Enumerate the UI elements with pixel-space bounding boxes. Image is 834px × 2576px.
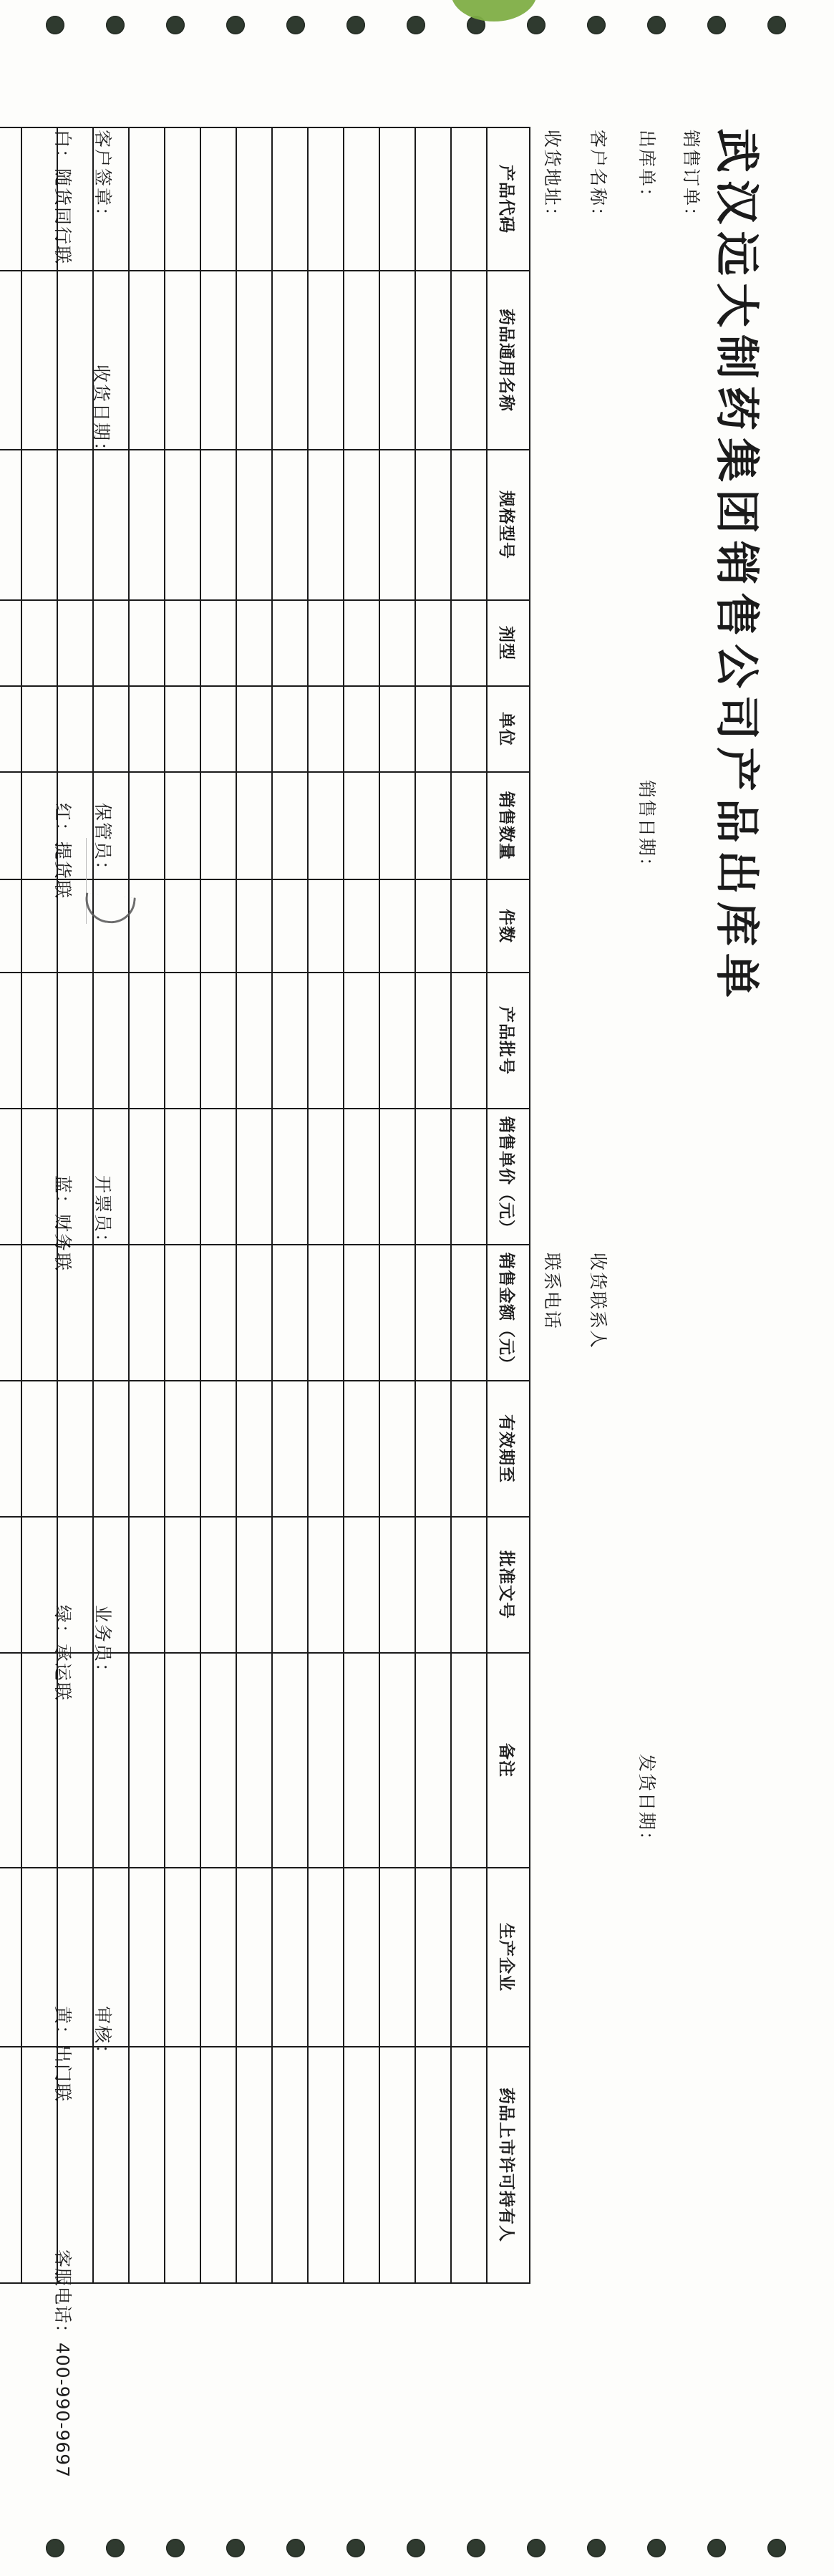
column-header-9: 销售金额（元）: [487, 1245, 530, 1381]
table-cell[interactable]: [344, 879, 379, 973]
table-cell[interactable]: [415, 879, 451, 973]
column-header-14: 药品上市许可持有人: [487, 2047, 530, 2283]
column-header-12: 备注: [487, 1653, 530, 1868]
footer-invoicer: 开票员：: [92, 1174, 113, 1253]
table-cell[interactable]: [344, 1381, 379, 1517]
table-cell[interactable]: [0, 1381, 21, 1517]
feed-hole: [166, 16, 185, 34]
table-cell[interactable]: [344, 1245, 379, 1381]
feed-hole: [46, 16, 64, 34]
table-cell[interactable]: [57, 1381, 93, 1517]
table-row[interactable]: [344, 127, 379, 2283]
table-cell[interactable]: [93, 1653, 129, 1868]
table-cell[interactable]: [200, 879, 236, 973]
table-cell[interactable]: [272, 127, 308, 271]
table-cell[interactable]: [129, 2047, 165, 2283]
feed-hole: [767, 16, 786, 34]
table-cell[interactable]: [0, 271, 21, 450]
table-cell[interactable]: [0, 450, 21, 600]
table-cell[interactable]: [308, 1109, 344, 1245]
feed-hole: [647, 2539, 666, 2557]
table-cell[interactable]: [451, 2047, 487, 2283]
table-cell[interactable]: [165, 1109, 200, 1245]
table-cell[interactable]: [236, 1245, 272, 1381]
table-cell[interactable]: [165, 2047, 200, 2283]
table-cell[interactable]: [236, 973, 272, 1109]
table-cell[interactable]: [236, 1653, 272, 1868]
field-phone: 联系电话: [541, 1252, 563, 1330]
table-cell[interactable]: [200, 450, 236, 600]
table-cell[interactable]: [379, 271, 415, 450]
table-cell[interactable]: [200, 2047, 236, 2283]
table-cell[interactable]: [165, 973, 200, 1109]
table-cell[interactable]: [272, 1245, 308, 1381]
table-cell[interactable]: [451, 879, 487, 973]
table-cell[interactable]: [129, 271, 165, 450]
table-cell[interactable]: [165, 1868, 200, 2047]
table-cell[interactable]: [200, 1517, 236, 1653]
field-sale-date: 销售日期：: [636, 779, 657, 877]
table-cell[interactable]: [93, 600, 129, 686]
table-cell[interactable]: [236, 879, 272, 973]
table-cell[interactable]: [344, 450, 379, 600]
table-cell[interactable]: [451, 1381, 487, 1517]
feed-hole: [707, 16, 726, 34]
table-cell[interactable]: [21, 973, 57, 1109]
service-hotline: 客服电话：400-990-9697: [52, 2249, 73, 2478]
feed-hole: [587, 2539, 606, 2557]
table-cell[interactable]: [308, 1653, 344, 1868]
table-cell[interactable]: [272, 1381, 308, 1517]
table-cell[interactable]: [93, 879, 129, 973]
field-receive-date: 发货日期：: [636, 1753, 657, 1851]
table-cell[interactable]: [415, 686, 451, 772]
table-cell[interactable]: [379, 1517, 415, 1653]
table-cell[interactable]: [272, 450, 308, 600]
table-cell[interactable]: [165, 1381, 200, 1517]
table-cell[interactable]: [272, 1517, 308, 1653]
table-cell[interactable]: [129, 772, 165, 879]
copy-red: 红：提货联: [52, 802, 73, 899]
column-header-11: 批准文号: [487, 1517, 530, 1653]
table-cell[interactable]: [272, 1109, 308, 1245]
table-cell[interactable]: [379, 879, 415, 973]
feed-hole: [527, 16, 546, 34]
table-cell[interactable]: [344, 686, 379, 772]
table-cell[interactable]: [451, 1109, 487, 1245]
field-order-no: 销售订单：: [680, 129, 702, 226]
feed-hole: [106, 2539, 125, 2557]
table-cell[interactable]: [308, 879, 344, 973]
table-row[interactable]: [379, 127, 415, 2283]
table-cell[interactable]: [415, 772, 451, 879]
table-cell[interactable]: [379, 1245, 415, 1381]
green-smudge: [451, 0, 537, 21]
table-cell[interactable]: [200, 1868, 236, 2047]
column-header-8: 销售单价（元）: [487, 1109, 530, 1245]
table-cell[interactable]: [129, 1109, 165, 1245]
table-cell[interactable]: [200, 1653, 236, 1868]
table-cell[interactable]: [165, 450, 200, 600]
table-cell[interactable]: [379, 1109, 415, 1245]
table-cell[interactable]: [451, 1517, 487, 1653]
table-cell[interactable]: [236, 772, 272, 879]
table-cell[interactable]: [236, 600, 272, 686]
table-cell[interactable]: [165, 686, 200, 772]
table-cell[interactable]: [415, 271, 451, 450]
column-header-6: 件数: [487, 879, 530, 973]
table-cell[interactable]: [344, 1868, 379, 2047]
table-cell[interactable]: [451, 1245, 487, 1381]
table-cell[interactable]: [165, 600, 200, 686]
table-cell[interactable]: [344, 1517, 379, 1653]
table-cell[interactable]: [0, 1245, 21, 1381]
table-cell[interactable]: [165, 1517, 200, 1653]
table-cell[interactable]: [344, 973, 379, 1109]
feed-hole: [587, 16, 606, 34]
field-out-no: 出库单：: [636, 129, 657, 207]
table-cell[interactable]: [21, 1381, 57, 1517]
table-cell[interactable]: [21, 450, 57, 600]
tractor-feed-bottom: [0, 2519, 834, 2576]
table-cell[interactable]: [415, 600, 451, 686]
table-cell[interactable]: [236, 1868, 272, 2047]
table-cell[interactable]: [165, 1653, 200, 1868]
table-cell[interactable]: [272, 600, 308, 686]
table-cell[interactable]: [308, 271, 344, 450]
table-cell[interactable]: [129, 1653, 165, 1868]
document-title: 武汉远大制药集团销售公司产品出库单: [710, 127, 763, 1005]
table-cell[interactable]: [21, 271, 57, 450]
table-cell[interactable]: [236, 450, 272, 600]
table-row[interactable]: [236, 127, 272, 2283]
table-cell[interactable]: [57, 973, 93, 1109]
table-cell[interactable]: [451, 450, 487, 600]
table-cell[interactable]: [272, 686, 308, 772]
table-cell[interactable]: [308, 600, 344, 686]
table-cell[interactable]: [21, 600, 57, 686]
table-cell[interactable]: [308, 686, 344, 772]
feed-hole: [527, 2539, 546, 2557]
feed-hole: [46, 2539, 64, 2557]
table-cell[interactable]: [344, 1653, 379, 1868]
table-cell[interactable]: [272, 772, 308, 879]
feed-hole: [707, 2539, 726, 2557]
table-cell[interactable]: [272, 1653, 308, 1868]
table-cell[interactable]: [0, 1653, 21, 1868]
table-cell[interactable]: [272, 2047, 308, 2283]
table-cell[interactable]: [236, 271, 272, 450]
goods-table: [0, 127, 530, 2284]
feed-hole: [346, 2539, 365, 2557]
table-cell[interactable]: [0, 686, 21, 772]
field-customer: 客户名称：: [587, 129, 608, 226]
feed-hole: [407, 16, 425, 34]
table-cell[interactable]: [0, 879, 21, 973]
table-cell[interactable]: [57, 271, 93, 450]
table-cell[interactable]: [200, 1109, 236, 1245]
table-cell[interactable]: [93, 2047, 129, 2283]
table-row[interactable]: [165, 127, 200, 2283]
table-cell[interactable]: [165, 879, 200, 973]
table-cell[interactable]: [57, 686, 93, 772]
table-cell[interactable]: [165, 1245, 200, 1381]
table-cell[interactable]: [129, 1517, 165, 1653]
table-cell[interactable]: [451, 1868, 487, 2047]
table-cell[interactable]: [129, 686, 165, 772]
footer-auditor: 审核：: [92, 2005, 113, 2064]
table-cell[interactable]: [344, 600, 379, 686]
table-cell[interactable]: [200, 973, 236, 1109]
table-cell[interactable]: [415, 1109, 451, 1245]
table-cell[interactable]: [236, 1381, 272, 1517]
table-cell[interactable]: [344, 2047, 379, 2283]
table-row[interactable]: [451, 127, 487, 2283]
table-cell[interactable]: [200, 600, 236, 686]
copy-blue: 蓝：财务联: [52, 1174, 73, 1272]
table-cell[interactable]: [308, 1868, 344, 2047]
table-cell[interactable]: [200, 1381, 236, 1517]
table-cell[interactable]: [57, 600, 93, 686]
footer-customer-signature: 客户签章：: [92, 129, 113, 226]
table-cell[interactable]: [129, 879, 165, 973]
invoice-form-rotated: [38, 78, 797, 2499]
table-cell[interactable]: [415, 1245, 451, 1381]
table-cell[interactable]: [344, 772, 379, 879]
table-cell[interactable]: [129, 1868, 165, 2047]
table-cell[interactable]: [129, 127, 165, 271]
table-row[interactable]: [129, 127, 165, 2283]
table-cell[interactable]: [236, 1109, 272, 1245]
table-cell[interactable]: [93, 973, 129, 1109]
table-cell[interactable]: [379, 1381, 415, 1517]
table-cell[interactable]: [379, 686, 415, 772]
feed-hole: [226, 2539, 245, 2557]
table-cell[interactable]: [308, 1245, 344, 1381]
copy-green: 绿：承运联: [52, 1604, 73, 1702]
table-cell[interactable]: [379, 973, 415, 1109]
table-cell[interactable]: [236, 686, 272, 772]
feed-hole: [286, 16, 305, 34]
feed-hole: [286, 2539, 305, 2557]
feed-hole: [467, 2539, 485, 2557]
column-header-0: 产品代码: [487, 127, 530, 271]
table-cell[interactable]: [379, 450, 415, 600]
table-cell[interactable]: [21, 686, 57, 772]
table-cell[interactable]: [415, 2047, 451, 2283]
table-cell[interactable]: [272, 973, 308, 1109]
column-header-4: 单位: [487, 686, 530, 772]
table-cell[interactable]: [415, 1653, 451, 1868]
table-cell[interactable]: [308, 450, 344, 600]
column-header-7: 产品批号: [487, 973, 530, 1109]
table-row[interactable]: [200, 127, 236, 2283]
feed-hole: [647, 16, 666, 34]
table-cell[interactable]: [200, 772, 236, 879]
table-cell[interactable]: [129, 450, 165, 600]
table-cell[interactable]: [272, 1868, 308, 2047]
table-cell[interactable]: [236, 127, 272, 271]
table-cell[interactable]: [379, 2047, 415, 2283]
fold-crease: [86, 838, 87, 924]
table-cell[interactable]: [0, 2047, 21, 2283]
table-cell[interactable]: [200, 1245, 236, 1381]
copy-white: 白：随货同行联: [52, 129, 73, 265]
table-cell[interactable]: [129, 1381, 165, 1517]
copy-yellow: 黄：出门联: [52, 2005, 73, 2103]
table-cell[interactable]: [344, 271, 379, 450]
table-cell[interactable]: [451, 127, 487, 271]
column-header-5: 销售数量: [487, 772, 530, 879]
table-cell[interactable]: [129, 973, 165, 1109]
table-cell[interactable]: [200, 271, 236, 450]
table-cell[interactable]: [165, 271, 200, 450]
table-cell[interactable]: [344, 1109, 379, 1245]
table-cell[interactable]: [0, 1109, 21, 1245]
footer-keeper: 保管员：: [92, 802, 113, 880]
table-row[interactable]: [308, 127, 344, 2283]
table-cell[interactable]: [129, 600, 165, 686]
table-cell[interactable]: [0, 1517, 21, 1653]
table-cell[interactable]: [308, 2047, 344, 2283]
field-receiver: 收货联系人: [587, 1252, 608, 1349]
table-cell[interactable]: [200, 686, 236, 772]
table-cell[interactable]: [93, 686, 129, 772]
table-cell[interactable]: [379, 1653, 415, 1868]
feed-hole: [166, 2539, 185, 2557]
table-cell[interactable]: [0, 127, 21, 271]
table-cell[interactable]: [129, 1245, 165, 1381]
feed-hole: [226, 16, 245, 34]
table-cell[interactable]: [451, 686, 487, 772]
column-header-3: 剂型: [487, 600, 530, 686]
feed-hole: [346, 16, 365, 34]
table-cell[interactable]: [379, 772, 415, 879]
table-cell[interactable]: [308, 127, 344, 271]
table-cell[interactable]: [272, 879, 308, 973]
table-cell[interactable]: [272, 271, 308, 450]
feed-hole: [767, 2539, 786, 2557]
table-cell[interactable]: [93, 1381, 129, 1517]
table-cell[interactable]: [451, 600, 487, 686]
table-cell[interactable]: [344, 127, 379, 271]
tractor-feed-top: [0, 0, 834, 57]
footer-salesman: 业务员：: [92, 1604, 113, 1682]
table-cell[interactable]: [0, 772, 21, 879]
table-header-row: [487, 127, 530, 2283]
table-cell[interactable]: [379, 600, 415, 686]
table-cell[interactable]: [415, 1517, 451, 1653]
column-header-1: 药品通用名称: [487, 271, 530, 450]
table-cell[interactable]: [379, 1868, 415, 2047]
table-cell[interactable]: [0, 600, 21, 686]
table-row[interactable]: [0, 127, 21, 2283]
table-cell[interactable]: [308, 1381, 344, 1517]
footer-receive-date: 收货日期：: [90, 364, 112, 461]
field-address: 收货地址：: [541, 129, 563, 226]
table-row[interactable]: [272, 127, 308, 2283]
table-cell[interactable]: [308, 1517, 344, 1653]
column-header-13: 生产企业: [487, 1868, 530, 2047]
table-cell[interactable]: [415, 450, 451, 600]
table-cell[interactable]: [0, 1868, 21, 2047]
table-cell[interactable]: [451, 271, 487, 450]
table-cell[interactable]: [415, 1381, 451, 1517]
column-header-10: 有效期至: [487, 1381, 530, 1517]
table-row[interactable]: [415, 127, 451, 2283]
feed-hole: [106, 16, 125, 34]
table-cell[interactable]: [451, 973, 487, 1109]
table-cell[interactable]: [200, 127, 236, 271]
column-header-2: 规格型号: [487, 450, 530, 600]
table-cell[interactable]: [308, 772, 344, 879]
table-cell[interactable]: [0, 973, 21, 1109]
table-cell[interactable]: [236, 2047, 272, 2283]
table-cell[interactable]: [451, 772, 487, 879]
table-cell[interactable]: [379, 127, 415, 271]
table-cell[interactable]: [93, 1245, 129, 1381]
table-cell[interactable]: [451, 1653, 487, 1868]
table-cell[interactable]: [415, 127, 451, 271]
invoice-form: [38, 78, 797, 2499]
table-cell[interactable]: [57, 450, 93, 600]
feed-hole: [407, 2539, 425, 2557]
table-cell[interactable]: [236, 1517, 272, 1653]
table-cell[interactable]: [415, 973, 451, 1109]
table-cell[interactable]: [165, 127, 200, 271]
table-cell[interactable]: [415, 1868, 451, 2047]
table-cell[interactable]: [165, 772, 200, 879]
table-cell[interactable]: [308, 973, 344, 1109]
table-cell[interactable]: [93, 450, 129, 600]
